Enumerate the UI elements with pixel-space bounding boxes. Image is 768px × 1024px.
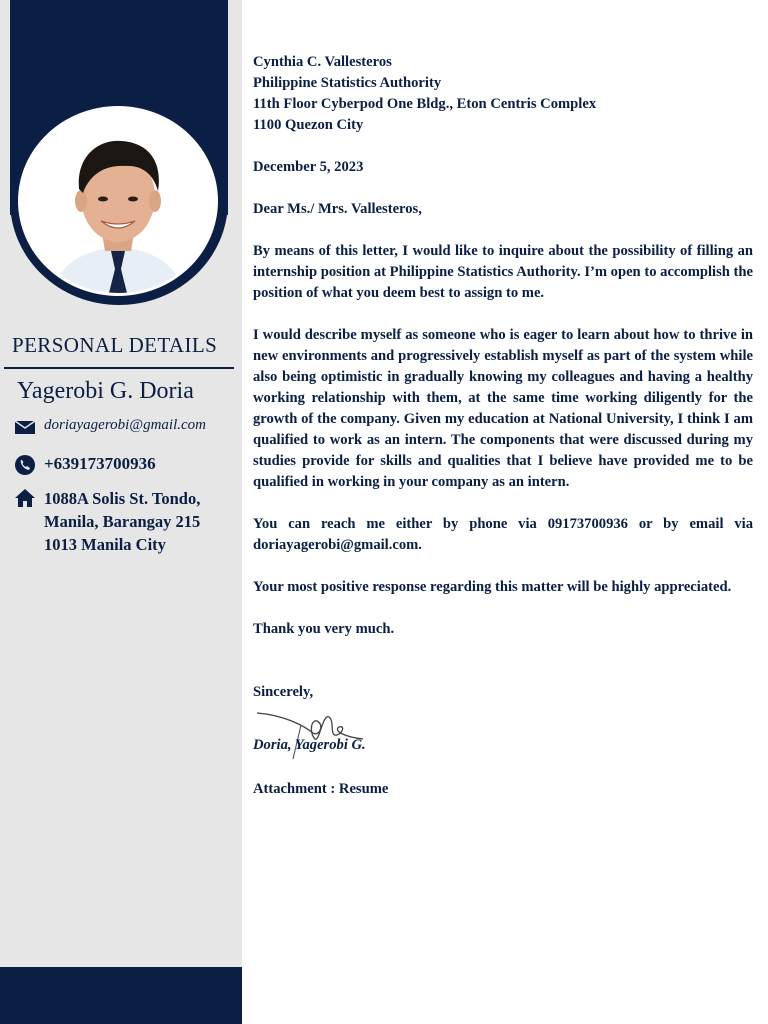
signer-name: Doria, Yagerobi G. xyxy=(253,737,366,753)
profile-photo xyxy=(18,106,218,296)
recipient-line: 1100 Quezon City xyxy=(253,117,364,133)
email-address[interactable]: doriayagerobi@gmail.com xyxy=(44,417,206,433)
body-paragraph: You can reach me either by phone via 09173700936 or by email via doriayagerobi@gmail.com. xyxy=(253,516,753,553)
contact-address xyxy=(14,487,224,556)
recipient-line: 11th Floor Cyberpod One Bldg., Eton Centris Complex xyxy=(253,96,597,112)
body-paragraph: Your most positive response regarding this matter will be highly appreciated. xyxy=(253,579,732,595)
applicant-name: Yagerobi G. Doria xyxy=(17,378,194,404)
recipient-line: Cynthia C. Vallesteros xyxy=(253,54,392,70)
salutation: Dear Ms./ Mrs. Vallesteros, xyxy=(253,201,422,217)
body-paragraph: I would describe myself as someone who is eager to learn about how to thrive in new environments and progressively establish myself as part of the system while also being optimistic in gradually knowing my colleagues and having a healthy working relationship with them, at the same time working diligently for the growth of the company. Given my education at National University, I think I am qualified to work as an intern. The components that were discussed during my studies provide for skills and qualities that I believe have provided me to be qualified in working in your company as an intern. xyxy=(253,327,753,490)
cover-letter xyxy=(253,52,753,800)
address-line: 1088A Solis St. Tondo, xyxy=(44,489,201,508)
closing: Sincerely, xyxy=(253,684,314,700)
contact-email xyxy=(14,417,206,437)
address-line: Manila, Barangay 215 xyxy=(44,512,201,531)
address-block xyxy=(44,487,224,556)
phone-icon xyxy=(14,454,36,474)
home-icon xyxy=(14,487,36,507)
letter-date: December 5, 2023 xyxy=(253,159,364,175)
envelope-icon xyxy=(14,417,36,437)
sidebar-bottom-band xyxy=(0,967,242,1024)
address-line: 1013 Manila City xyxy=(44,535,166,554)
thanks-line: Thank you very much. xyxy=(253,621,395,637)
attachment-note: Attachment : Resume xyxy=(253,781,389,797)
section-divider xyxy=(4,367,234,369)
recipient-line: Philippine Statistics Authority xyxy=(253,75,442,91)
recipient-block xyxy=(253,52,753,136)
phone-number[interactable]: +639173700936 xyxy=(44,454,156,473)
sidebar xyxy=(0,0,242,1024)
contact-phone xyxy=(14,454,156,474)
signature-block xyxy=(253,703,753,758)
personal-details-heading: PERSONAL DETAILS xyxy=(12,333,218,357)
body-paragraph: By means of this letter, I would like to inquire about the possibility of filling an internship position at Philippine Statistics Authority. I’m open to accomplish the position of what you deem best to assign to me. xyxy=(253,243,753,301)
